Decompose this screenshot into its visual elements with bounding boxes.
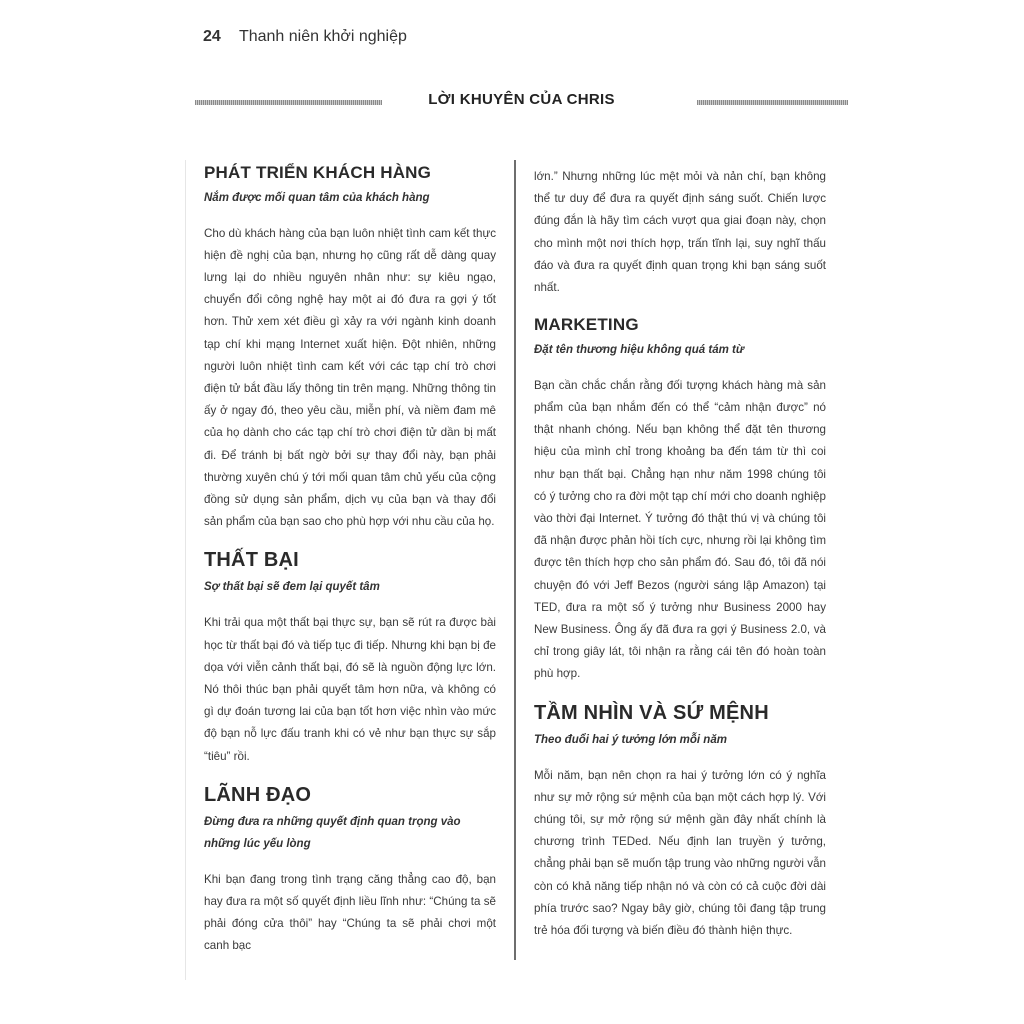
page-edge-shadow — [185, 160, 186, 980]
page-header — [203, 28, 407, 46]
section-body: Khi bạn đang trong tình trạng căng thẳng cao độ, bạn hay đưa ra một số quyết định liều lĩnh như: “Chúng ta sẽ phải đóng cửa thôi” hay “Chúng ta sẽ phải chơi một canh bạc — [204, 872, 496, 953]
section-leadership — [204, 784, 496, 958]
section-customer — [204, 163, 496, 533]
section-body: Khi trải qua một thất bại thực sự, bạn sẽ rút ra được bài học từ thất bại đó và tiếp tục đi tiếp. Nhưng khi bạn bị đe dọa với viễn cảnh thất bại, đó sẽ là nguồn động lực lớn. Nó thôi thúc bạn phải quyết tâm hơn nữa, và không có gì dự đoán tương lai của bạn tốt hơn việc nhìn vào mức độ bạn nỗ lực đấu tranh khi có vẻ như bạn thực sự sắp “tiêu” rồi. — [204, 616, 496, 763]
section-body: Cho dù khách hàng của bạn luôn nhiệt tình cam kết thực hiện đề nghị của bạn, nhưng họ cũng rất dễ dàng quay lưng lại do nhiều nguyên nhân như: sự kiêu ngạo, chuyển đổi công nghệ hay một ai đó đưa ra gợi ý tốt hơn. Thử xem xét điều gì xảy ra với ngành kinh doanh tạp chí khi mạng Internet xuất hiện. Đột nhiên, những người luôn nhiệt tình cam kết với các tạp chí trò chơi điện tử bắt đầu lấy thông tin trên mạng. Những thông tin ấy ở ngay đó, theo yêu cầu, miễn phí, và niềm đam mê của họ dành cho các tạp chí trò chơi điện tử dần bị mất đi. Để tránh bị bất ngờ bởi sự thay đổi này, bạn phải thường xuyên chú ý tới mối quan tâm chủ yếu của cộng đồng sử dụng sản phẩm, dịch vụ của bạn và thay đổi sản phẩm của bạn sao cho phù hợp với nhu cầu của họ. — [204, 226, 496, 529]
section-failure — [204, 549, 496, 767]
section-leadership-continued — [534, 166, 826, 299]
page-number: 24 — [203, 28, 221, 45]
book-title: Thanh niên khởi nghiệp — [238, 28, 407, 45]
section-vision — [534, 702, 826, 943]
section-heading: TẦM NHÌN VÀ SỨ MỆNH — [534, 701, 769, 724]
column-divider — [514, 160, 516, 960]
section-subheading: Sợ thất bại sẽ đem lại quyết tâm — [204, 581, 380, 594]
section-subheading: Theo đuổi hai ý tưởng lớn mỗi năm — [534, 733, 727, 746]
section-subheading: Đặt tên thương hiệu không quá tám từ — [534, 343, 745, 356]
section-body: lớn.” Nhưng những lúc mệt mỏi và nản chí, bạn không thể tư duy để đưa ra quyết định sáng suốt. Chiến lược đúng đắn là hãy tìm cách vượt qua giai đoạn này, chọn cho mình một nơi thích hợp, trấn tĩnh lại, suy nghĩ thấu đáo và đưa ra quyết định quan trọng khi bạn sáng suốt nhất. — [534, 170, 826, 295]
section-banner — [195, 88, 848, 116]
section-subheading: Đừng đưa ra những quyết định quan trọng vào những lúc yếu lòng — [204, 815, 461, 850]
banner-rule-right — [697, 100, 848, 105]
right-column — [534, 166, 826, 958]
banner-title: LỜI KHUYÊN CỦA CHRIS — [428, 91, 615, 108]
section-body: Bạn cần chắc chắn rằng đối tượng khách hàng mà sản phẩm của bạn nhắm đến có thể “cảm nhận được” nó thật nhanh chóng. Nếu bạn không thể đặt tên thương hiệu của mình chỉ trong khoảng ba đến tám từ thì coi như bạn thất bại. Chẳng hạn như năm 1998 chúng tôi có ý tưởng cho ra đời một tạp chí mới cho doanh nghiệp vào thời đại Internet. Ý tưởng đó thật thú vị và chúng tôi đã nhận được phản hồi tích cực, nhưng rồi lại không tìm được tên thích hợp cho sản phẩm đó. Sau đó, tôi đã nói chuyện đó với Jeff Bezos (người sáng lập Amazon) tại TED, đưa ra một số ý tưởng như Business 2000 hay New Business. Ông ấy đã đưa ra gợi ý Business 2.0, và chỉ trong giây lát, tôi nhận ra rằng cái tên đó hoàn toàn phù hợp. — [534, 378, 826, 681]
section-subheading: Nắm được mối quan tâm của khách hàng — [204, 191, 430, 204]
section-body: Mỗi năm, bạn nên chọn ra hai ý tưởng lớn có ý nghĩa như sự mở rộng sứ mệnh của bạn một cách hợp lý. Với chúng tôi, sự mở rộng sứ mệnh gần đây nhất chính là chương trình TEDed. Nếu định lan truyền ý tưởng, chẳng phải bạn sẽ muốn tập trung vào những người vẫn còn có khả năng tiếp nhận nó và còn có cả cuộc đời dài phía trước sao? Ngay bây giờ, chúng tôi đang tập trung trẻ hóa đối tượng và biến điều đó thành hiện thực. — [534, 768, 826, 938]
section-heading: THẤT BẠI — [204, 549, 299, 572]
section-heading: MARKETING — [534, 315, 639, 335]
section-heading: LÃNH ĐẠO — [204, 783, 312, 806]
section-marketing — [534, 315, 826, 685]
section-heading: PHÁT TRIỂN KHÁCH HÀNG — [204, 163, 432, 182]
left-column — [204, 163, 496, 974]
